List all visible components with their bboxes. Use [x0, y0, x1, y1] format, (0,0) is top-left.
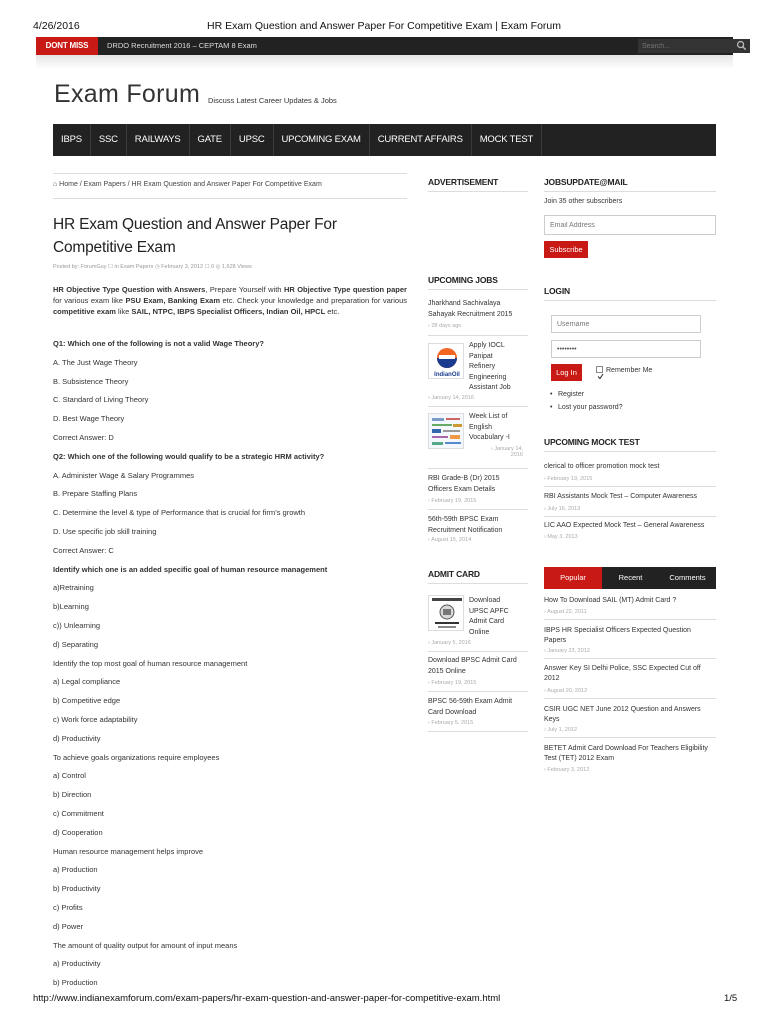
nav-ssc[interactable]: SSC	[91, 124, 127, 156]
job-item-0[interactable]: Jharkhand Sachivalaya Sahayak Recruitment 2015	[428, 300, 513, 318]
answer-line: A. Administer Wage & Salary Programmes	[53, 470, 195, 480]
page-title: HR Exam Question and Answer Paper For Competitive Exam	[53, 216, 337, 256]
register-link[interactable]: Register	[558, 391, 585, 398]
admit-divider	[428, 651, 528, 652]
question-list	[53, 338, 413, 996]
print-date: 4/26/2016	[33, 20, 80, 32]
job-divider	[428, 509, 528, 510]
answer-line: To achieve goals organizations require employees	[53, 752, 220, 762]
top-search	[638, 39, 750, 53]
popular-date-2: › August 20, 2012	[544, 688, 588, 694]
login-rule	[544, 300, 716, 301]
answer-line: D. Use specific job skill training	[53, 526, 157, 536]
mock-divider	[544, 486, 716, 487]
remember-label: Remember Me	[606, 367, 653, 374]
admit-divider	[428, 731, 528, 732]
mock-item-2[interactable]: LIC AAO Expected Mock Test – General Awareness	[544, 522, 705, 529]
answer-line: Correct Answer: D	[53, 432, 114, 442]
answer-line: B. Subsistence Theory	[53, 376, 129, 386]
popular-divider	[544, 658, 716, 659]
answer-line: d) Power	[53, 921, 84, 931]
mock-test-heading: UPCOMING MOCK TEST	[544, 437, 640, 447]
mock-date-0: › February 19, 2015	[544, 476, 593, 482]
popular-date-3: › July 1, 2012	[544, 727, 578, 733]
answer-line: a) Control	[53, 771, 86, 781]
job-item-3[interactable]: RBI Grade-B (Dr) 2015 Officers Exam Details	[428, 475, 500, 493]
question-text: Identify which one is an added specific goal of human resource management	[53, 564, 328, 574]
answer-line: Identify the top most goal of human resource management	[53, 658, 248, 668]
answer-line: d) Separating	[53, 639, 99, 649]
login-button[interactable]: Log In	[551, 364, 582, 381]
indianoil-label: IndianOil	[434, 372, 460, 378]
popular-date-1: › January 23, 2012	[544, 648, 590, 654]
answer-line: C. Determine the level & type of Performance that is crucial for firm’s growth	[53, 508, 306, 518]
job-item-2[interactable]: Week List of English Vocabulary -I	[469, 413, 510, 441]
job-date-4: › August 15, 2014	[428, 537, 472, 543]
site-tagline: Discuss Latest Career Updates & Jobs	[208, 96, 337, 105]
job-date-2a: › January 14, 2016	[490, 446, 523, 458]
admit-item-0[interactable]: Download UPSC APFC Admit Card Online	[469, 597, 509, 636]
popular-item-2[interactable]: Answer Key SI Delhi Police, SSC Expected Cut off 2012	[544, 665, 701, 682]
admit-card-heading: ADMIT CARD	[428, 569, 480, 579]
mock-date-2: › May 3, 2013	[544, 534, 578, 540]
answer-line: b) Direction	[53, 790, 92, 800]
answer-line: b) Productivity	[53, 884, 101, 894]
advertisement-rule	[428, 191, 528, 192]
username-field[interactable]	[551, 315, 701, 333]
job-divider	[428, 406, 528, 407]
bullet-icon: •	[550, 404, 553, 411]
breadcrumb-rule	[53, 198, 407, 199]
answer-line: b)Learning	[53, 602, 89, 612]
answer-line: a) Productivity	[53, 959, 101, 969]
content-top-rule	[53, 173, 407, 174]
tab-recent[interactable]: Recent	[618, 573, 643, 582]
answer-line: B. Prepare Staffing Plans	[53, 489, 138, 499]
print-page-number: 1/5	[724, 993, 738, 1004]
ticker-link[interactable]: DRDO Recruitment 2016 – CEPTAM 8 Exam	[107, 41, 257, 50]
jobsupdate-rule	[544, 191, 716, 192]
popular-date-0: › August 22, 2011	[544, 609, 587, 615]
nav-mock-test[interactable]: MOCK TEST	[472, 124, 542, 156]
job-date-3: › February 19, 2015	[428, 498, 477, 504]
admit-item-2[interactable]: BPSC 56-59th Exam Admit Card Download	[428, 698, 513, 716]
remember-checkbox[interactable]	[596, 366, 603, 373]
nav-railways[interactable]: RAILWAYS	[127, 124, 190, 156]
upcoming-jobs-rule	[428, 289, 528, 290]
password-field[interactable]	[551, 340, 701, 358]
answer-line: c) Profits	[53, 902, 83, 912]
admit-date-1: › February 19, 2015	[428, 680, 477, 686]
mock-test-rule	[544, 451, 716, 452]
post-meta: Posted by: ForumGuy ☐ in Exam Papers ◷ February 3, 2012 ☐ 0 ◎ 1,628 Views	[53, 264, 252, 270]
search-icon[interactable]	[736, 40, 747, 51]
search-input[interactable]	[642, 40, 732, 52]
answer-line: D. Best Wage Theory	[53, 414, 125, 424]
mock-item-1[interactable]: RBI Assistants Mock Test – Computer Awareness	[544, 493, 698, 500]
tab-comments[interactable]: Comments	[669, 573, 706, 582]
answer-line: a) Legal compliance	[53, 677, 121, 687]
answer-line: A. The Just Wage Theory	[53, 357, 138, 367]
job-date-0: › 28 days ago	[428, 323, 462, 329]
answer-line: The amount of quality output for amount of input means	[53, 940, 238, 950]
subscriber-count: Join 35 other subscribers	[544, 198, 623, 205]
check-icon	[597, 373, 604, 380]
login-heading: LOGIN	[544, 286, 570, 296]
admit-item-1[interactable]: Download BPSC Admit Card 2015 Online	[428, 657, 517, 675]
bpsc-logo	[428, 595, 464, 631]
site-logo[interactable]: Exam Forum	[54, 80, 201, 108]
subscribe-button[interactable]: Subscribe	[544, 241, 588, 258]
popular-divider	[544, 619, 716, 620]
nav-ibps[interactable]: IBPS	[53, 124, 91, 156]
answer-line: d) Productivity	[53, 733, 101, 743]
answer-line: C. Standard of Living Theory	[53, 395, 149, 405]
print-title: HR Exam Question and Answer Paper For Competitive Exam | Exam Forum	[206, 20, 562, 32]
job-item-1[interactable]: Apply IOCL Panipat Refinery Engineering Assistant Job	[469, 342, 511, 391]
breadcrumb[interactable]: ⌂ Home / Exam Papers / HR Exam Question and Answer Paper For Competitive Exam	[53, 181, 322, 188]
admit-date-2: › February 5, 2015	[428, 720, 474, 726]
jobsupdate-heading: JOBSUPDATE@MAIL	[544, 177, 628, 187]
job-item-4[interactable]: 56th-59th BPSC Exam Recruitment Notification	[428, 516, 503, 534]
tab-popular[interactable]: Popular	[544, 567, 602, 589]
top-bar	[36, 37, 733, 55]
admit-card-rule	[428, 583, 528, 584]
answer-line: Human resource management helps improve	[53, 846, 204, 856]
answer-line: c)) Unlearning	[53, 620, 101, 630]
admit-divider	[428, 691, 528, 692]
answer-line: d) Cooperation	[53, 827, 103, 837]
mock-item-0[interactable]: clerical to officer promotion mock test	[544, 463, 660, 470]
print-url: http://www.indianexamforum.com/exam-papers/hr-exam-question-and-answer-paper-for-competitive-exam.html	[33, 993, 501, 1004]
email-field[interactable]	[544, 215, 716, 235]
answer-line: a) Production	[53, 865, 98, 875]
main-nav	[53, 124, 716, 156]
popular-item-4[interactable]: BETET Admit Card Download For Teachers Eligibility Test (TET) 2012 Exam	[544, 745, 708, 762]
nav-upcoming-exam[interactable]: UPCOMING EXAM	[274, 124, 370, 156]
popular-divider	[544, 737, 716, 738]
popular-item-3[interactable]: CSIR UGC NET June 2012 Question and Answers Keys	[544, 706, 701, 723]
admit-date-0: › January 5, 2016	[428, 640, 471, 646]
popular-date-4: › February 3, 2012	[544, 767, 590, 773]
post-intro: HR Objective Type Question with Answers, Prepare Yourself with HR Objective Type question paper for various exam like PSU Exam, Banking Exam etc. Check your knowledge and preparation for various competitive exam like SAIL, NTPC, IBPS Specialist Officers, Indian Oil, HPCL etc.	[53, 285, 408, 316]
question-text: Q1: Which one of the following is not a valid Wage Theory?	[53, 339, 264, 348]
upcoming-jobs-heading: UPCOMING JOBS	[428, 275, 498, 285]
mock-divider	[544, 516, 716, 517]
vocabulary-thumbnail	[428, 413, 464, 449]
bullet-icon: •	[550, 391, 553, 398]
answer-line: b) Production	[53, 978, 98, 988]
job-date-1: › January 14, 2016	[428, 395, 474, 401]
job-divider	[428, 468, 528, 469]
answer-line: a)Retraining	[53, 583, 94, 593]
answer-line: b) Competitive edge	[53, 696, 121, 706]
popular-item-1[interactable]: IBPS HR Specialist Officers Expected Question Papers	[544, 627, 691, 644]
answer-line: Correct Answer: C	[53, 545, 114, 555]
nav-current-affairs[interactable]: CURRENT AFFAIRS	[370, 124, 472, 156]
popular-tabs	[544, 567, 716, 589]
dont-miss-label: DONT MISS	[36, 37, 98, 55]
job-divider	[428, 335, 528, 336]
lost-password-link[interactable]: Lost your password?	[558, 404, 623, 411]
header-shadow	[36, 55, 733, 69]
nav-gate[interactable]: GATE	[190, 124, 231, 156]
answer-line: c) Work force adaptability	[53, 714, 138, 724]
popular-divider	[544, 698, 716, 699]
advertisement-heading: ADVERTISEMENT	[428, 177, 499, 187]
question-text: Q2: Which one of the following would qualify to be a strategic HRM activity?	[53, 451, 325, 461]
answer-line: c) Commitment	[53, 808, 104, 818]
mock-date-1: › July 16, 2013	[544, 506, 581, 512]
print-header	[0, 0, 768, 34]
popular-item-0[interactable]: How To Download SAIL (MT) Admit Card ?	[544, 597, 677, 604]
nav-upsc[interactable]: UPSC	[231, 124, 274, 156]
indianoil-logo	[428, 343, 464, 379]
